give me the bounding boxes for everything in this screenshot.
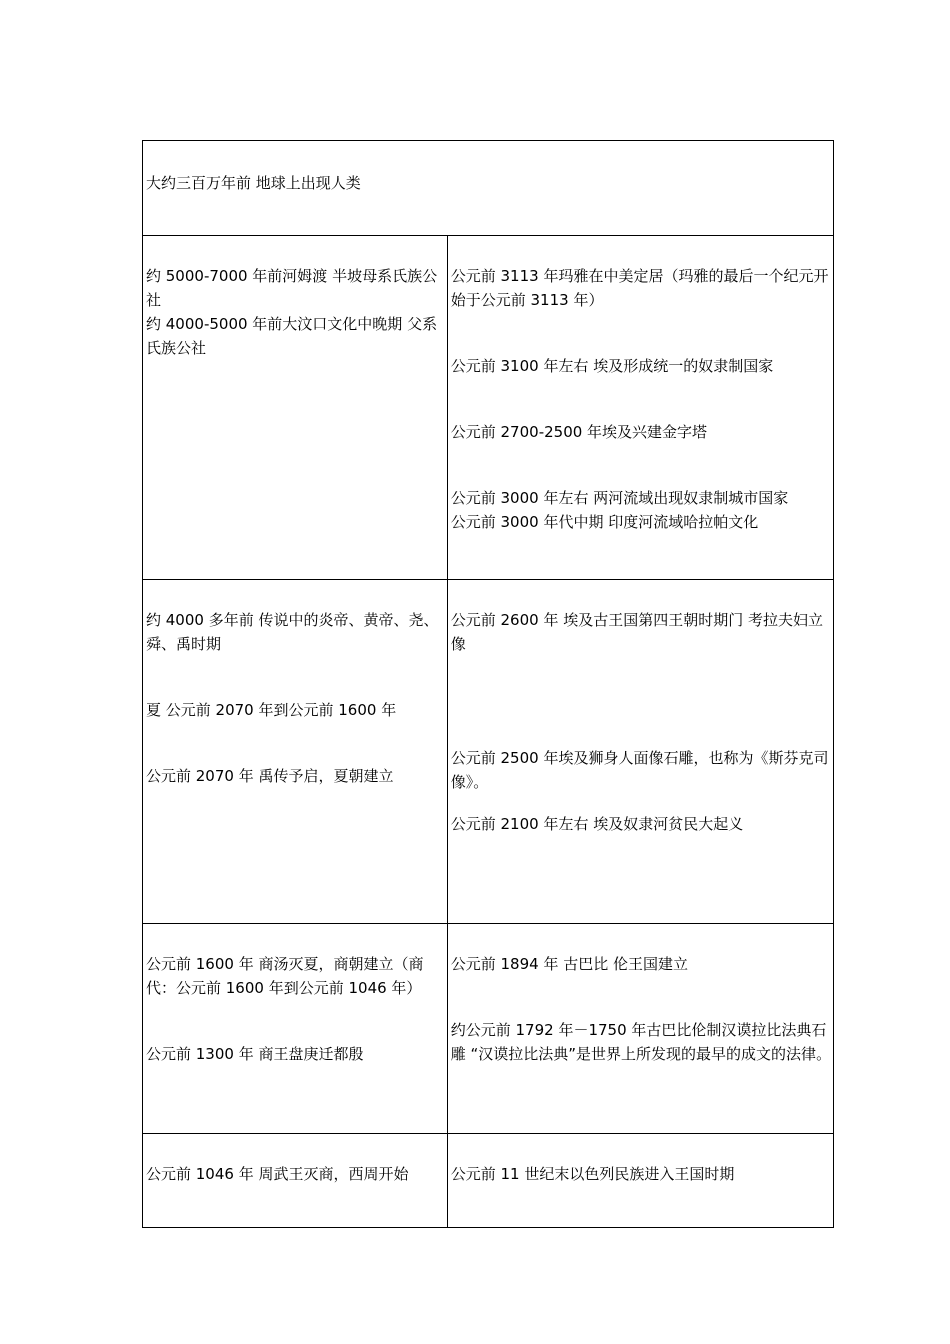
entry-text: 公元前 2500 年埃及狮身人面像石雕，也称为《斯芬克司像》。: [450, 749, 829, 791]
table-cell-header: [143, 141, 834, 236]
entry-text: 公元前 3100 年左右 埃及形成统一的奴隶制国家: [450, 357, 774, 375]
table-cell-world: [447, 924, 833, 1134]
table-cell-china: [143, 580, 448, 924]
history-timeline-table: [142, 140, 834, 1228]
entry-text: 夏 公元前 2070 年到公元前 1600 年: [146, 701, 397, 719]
table-row: [143, 236, 834, 580]
entry-text: 公元前 3000 年代中期 印度河流域哈拉帕文化: [450, 513, 759, 531]
table-row: [143, 580, 834, 924]
entry-text: 公元前 2070 年 禹传予启，夏朝建立: [146, 767, 394, 785]
table-cell-world: [447, 1134, 833, 1228]
table-cell-china: [143, 1134, 448, 1228]
table-cell-world: [447, 236, 833, 580]
entry-text: 约 5000-7000 年前河姆渡 半坡母系氏族公社: [146, 267, 438, 309]
entry-text: 公元前 1894 年 古巴比 伦王国建立: [450, 955, 688, 973]
entry-text: 公元前 1600 年 商汤灭夏，商朝建立（商代：公元前 1600 年到公元前 1046 年）: [146, 955, 424, 997]
entry-text: 公元前 2100 年左右 埃及奴隶河贫民大起义: [450, 815, 744, 833]
table-cell-china: [143, 236, 448, 580]
entry-text: 约 4000 多年前 传说中的炎帝、黄帝、尧、舜、禹时期: [146, 611, 439, 653]
table-row: [143, 1134, 834, 1228]
table-row: [143, 141, 834, 236]
entry-text: 公元前 2700-2500 年埃及兴建金字塔: [450, 423, 708, 441]
entry-text: 约公元前 1792 年－1750 年古巴比伦制汉谟拉比法典石雕 “汉谟拉比法典”是世界上所发现的最早的成文的法律。: [450, 1021, 832, 1063]
entry-text: 约 4000-5000 年前大汶口文化中晚期 父系氏族公社: [146, 315, 438, 357]
entry-text: 公元前 3000 年左右 两河流域出现奴隶制城市国家: [450, 489, 789, 507]
entry-text: 公元前 2600 年 埃及古王国第四王朝时期门 考拉夫妇立像: [450, 611, 823, 653]
entry-text: 公元前 3113 年玛雅在中美定居（玛雅的最后一个纪元开始于公元前 3113 年）: [450, 267, 829, 309]
entry-text: 公元前 1300 年 商王盘庚迁都殷: [146, 1045, 364, 1063]
entry-text: 公元前 11 世纪末以色列民族进入王国时期: [450, 1165, 735, 1183]
entry-text: 公元前 1046 年 周武王灭商，西周开始: [146, 1165, 409, 1183]
entry-text: 大约三百万年前 地球上出现人类: [146, 174, 361, 192]
table-cell-world: [447, 580, 833, 924]
table-cell-china: [143, 924, 448, 1134]
table-row: [143, 924, 834, 1134]
